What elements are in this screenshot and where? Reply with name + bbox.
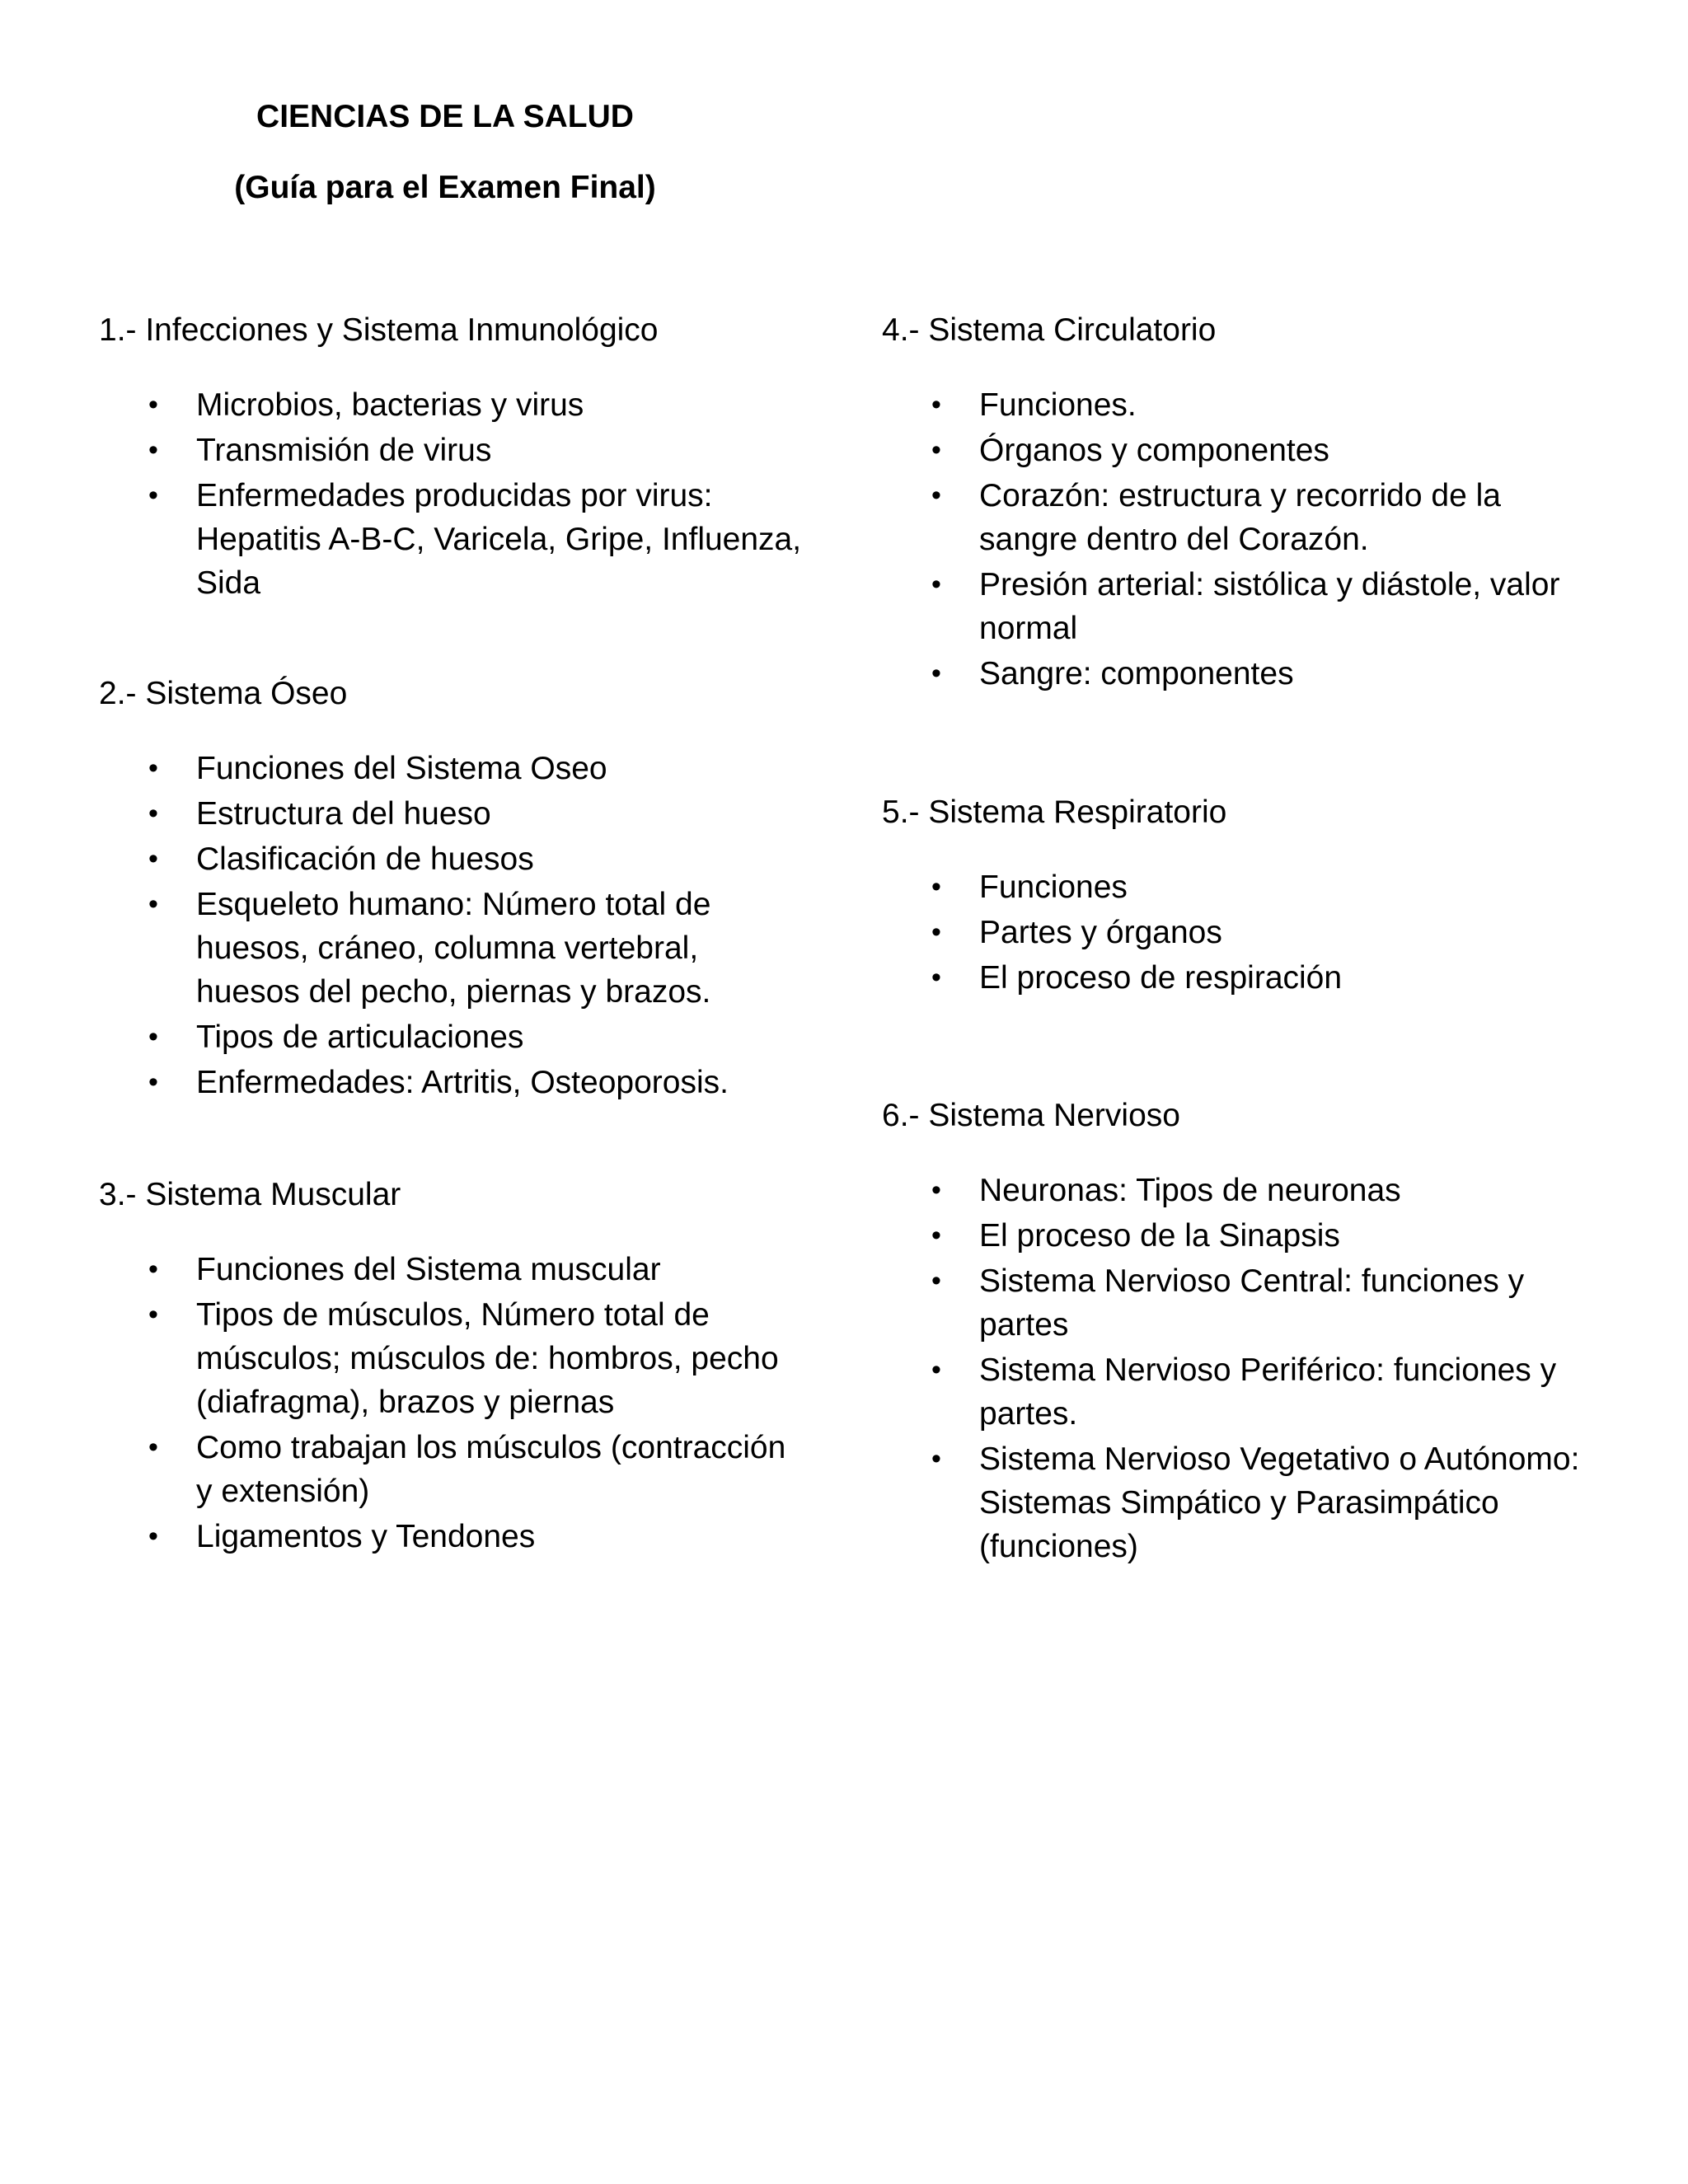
- list-item: [882, 474, 1591, 561]
- list-item-text: Tipos de músculos, Número total de músculos; músculos de: hombros, pecho (diafragma), brazos y piernas: [196, 1297, 779, 1420]
- list-item-text: Transmisión de virus: [196, 433, 492, 468]
- section-infecciones: [99, 311, 808, 607]
- section-heading: 2.- Sistema Óseo: [99, 676, 348, 711]
- list-item-text: El proceso de la Sinapsis: [979, 1218, 1340, 1254]
- list-item-text: Corazón: estructura y recorrido de la sangre dentro del Corazón.: [979, 478, 1501, 557]
- list-item: [99, 383, 808, 427]
- bullet-list: [99, 1248, 808, 1558]
- list-item: [99, 837, 808, 881]
- document-title: CIENCIAS DE LA SALUD: [256, 99, 634, 134]
- list-item: [882, 911, 1591, 954]
- section-sistema-respiratorio: [882, 793, 1591, 1001]
- bullet-icon: •: [148, 389, 158, 420]
- bullet-icon: •: [931, 1220, 941, 1251]
- list-item-text: Partes y órganos: [979, 915, 1222, 950]
- list-item-text: Tipos de articulaciones: [196, 1019, 524, 1055]
- section-sistema-oseo: [99, 674, 808, 1106]
- bullet-icon: •: [148, 843, 158, 874]
- bullet-icon: •: [148, 752, 158, 784]
- list-item-text: Enfermedades: Artritis, Osteoporosis.: [196, 1065, 729, 1100]
- bullet-icon: •: [931, 916, 941, 948]
- list-item: [99, 1515, 808, 1558]
- list-item: [882, 1169, 1591, 1212]
- bullet-list: [882, 1169, 1591, 1568]
- section-sistema-circulatorio: [882, 311, 1591, 697]
- list-item: [99, 883, 808, 1014]
- bullet-icon: •: [148, 480, 158, 511]
- list-item: [882, 383, 1591, 427]
- list-item: [882, 1437, 1591, 1568]
- document-subtitle: (Guía para el Examen Final): [234, 170, 656, 205]
- list-item-text: Funciones del Sistema Oseo: [196, 751, 607, 786]
- bullet-list: [882, 865, 1591, 1000]
- list-item-text: Funciones.: [979, 387, 1137, 423]
- list-item: [882, 865, 1591, 909]
- section-heading: 1.- Infecciones y Sistema Inmunológico: [99, 312, 659, 348]
- list-item: [882, 652, 1591, 696]
- list-item: [99, 1426, 808, 1513]
- bullet-icon: •: [931, 1354, 941, 1385]
- bullet-list: [99, 747, 808, 1104]
- list-item-text: Sangre: componentes: [979, 656, 1294, 691]
- list-item-text: Ligamentos y Tendones: [196, 1519, 536, 1554]
- list-item-text: Órganos y componentes: [979, 433, 1329, 468]
- list-item-text: El proceso de respiración: [979, 960, 1343, 996]
- list-item: [882, 1259, 1591, 1347]
- list-item: [99, 792, 808, 836]
- list-item-text: Presión arterial: sistólica y diástole, valor normal: [979, 567, 1560, 646]
- list-item: [99, 429, 808, 472]
- list-item-text: Esqueleto humano: Número total de huesos, cráneo, columna vertebral, huesos del pecho, piernas y brazos.: [196, 887, 711, 1010]
- bullet-icon: •: [148, 1521, 158, 1552]
- list-item-text: Estructura del hueso: [196, 796, 491, 832]
- bullet-icon: •: [931, 1443, 941, 1474]
- bullet-icon: •: [148, 888, 158, 920]
- list-item-text: Neuronas: Tipos de neuronas: [979, 1173, 1401, 1208]
- bullet-icon: •: [148, 1432, 158, 1463]
- list-item-text: Como trabajan los músculos (contracción y extensión): [196, 1430, 786, 1509]
- list-item-text: Funciones del Sistema muscular: [196, 1252, 661, 1287]
- section-heading: 3.- Sistema Muscular: [99, 1177, 401, 1212]
- bullet-icon: •: [931, 658, 941, 689]
- bullet-icon: •: [931, 434, 941, 466]
- list-item-text: Microbios, bacterias y virus: [196, 387, 584, 423]
- list-item: [99, 474, 808, 605]
- list-item: [99, 1248, 808, 1291]
- list-item-text: Clasificación de huesos: [196, 841, 534, 877]
- bullet-icon: •: [148, 798, 158, 829]
- list-item: [99, 1293, 808, 1424]
- section-heading: 5.- Sistema Respiratorio: [882, 794, 1227, 830]
- list-item: [882, 429, 1591, 472]
- section-heading: 4.- Sistema Circulatorio: [882, 312, 1217, 348]
- bullet-icon: •: [931, 569, 941, 600]
- bullet-icon: •: [148, 1254, 158, 1285]
- bullet-icon: •: [931, 480, 941, 511]
- section-sistema-nervioso: [882, 1096, 1591, 1570]
- bullet-icon: •: [931, 871, 941, 902]
- bullet-icon: •: [148, 1066, 158, 1098]
- bullet-icon: •: [931, 1174, 941, 1206]
- bullet-icon: •: [931, 962, 941, 993]
- bullet-icon: •: [148, 1021, 158, 1052]
- list-item-text: Enfermedades producidas por virus: Hepatitis A-B-C, Varicela, Gripe, Influenza, Sida: [196, 478, 802, 601]
- list-item-text: Sistema Nervioso Central: funciones y partes: [979, 1263, 1525, 1343]
- bullet-icon: •: [148, 434, 158, 466]
- bullet-icon: •: [931, 1265, 941, 1296]
- bullet-list: [99, 383, 808, 605]
- bullet-icon: •: [931, 389, 941, 420]
- section-sistema-muscular: [99, 1175, 808, 1560]
- list-item: [882, 1214, 1591, 1258]
- list-item: [882, 563, 1591, 650]
- bullet-icon: •: [148, 1299, 158, 1330]
- list-item-text: Funciones: [979, 869, 1128, 905]
- list-item: [99, 1061, 808, 1104]
- list-item: [99, 747, 808, 790]
- list-item-text: Sistema Nervioso Periférico: funciones y partes.: [979, 1352, 1557, 1432]
- section-heading: 6.- Sistema Nervioso: [882, 1098, 1180, 1133]
- list-item: [99, 1015, 808, 1059]
- list-item: [882, 1348, 1591, 1436]
- list-item-text: Sistema Nervioso Vegetativo o Autónomo: Sistemas Simpático y Parasimpático (funciones): [979, 1441, 1580, 1564]
- list-item: [882, 956, 1591, 1000]
- bullet-list: [882, 383, 1591, 696]
